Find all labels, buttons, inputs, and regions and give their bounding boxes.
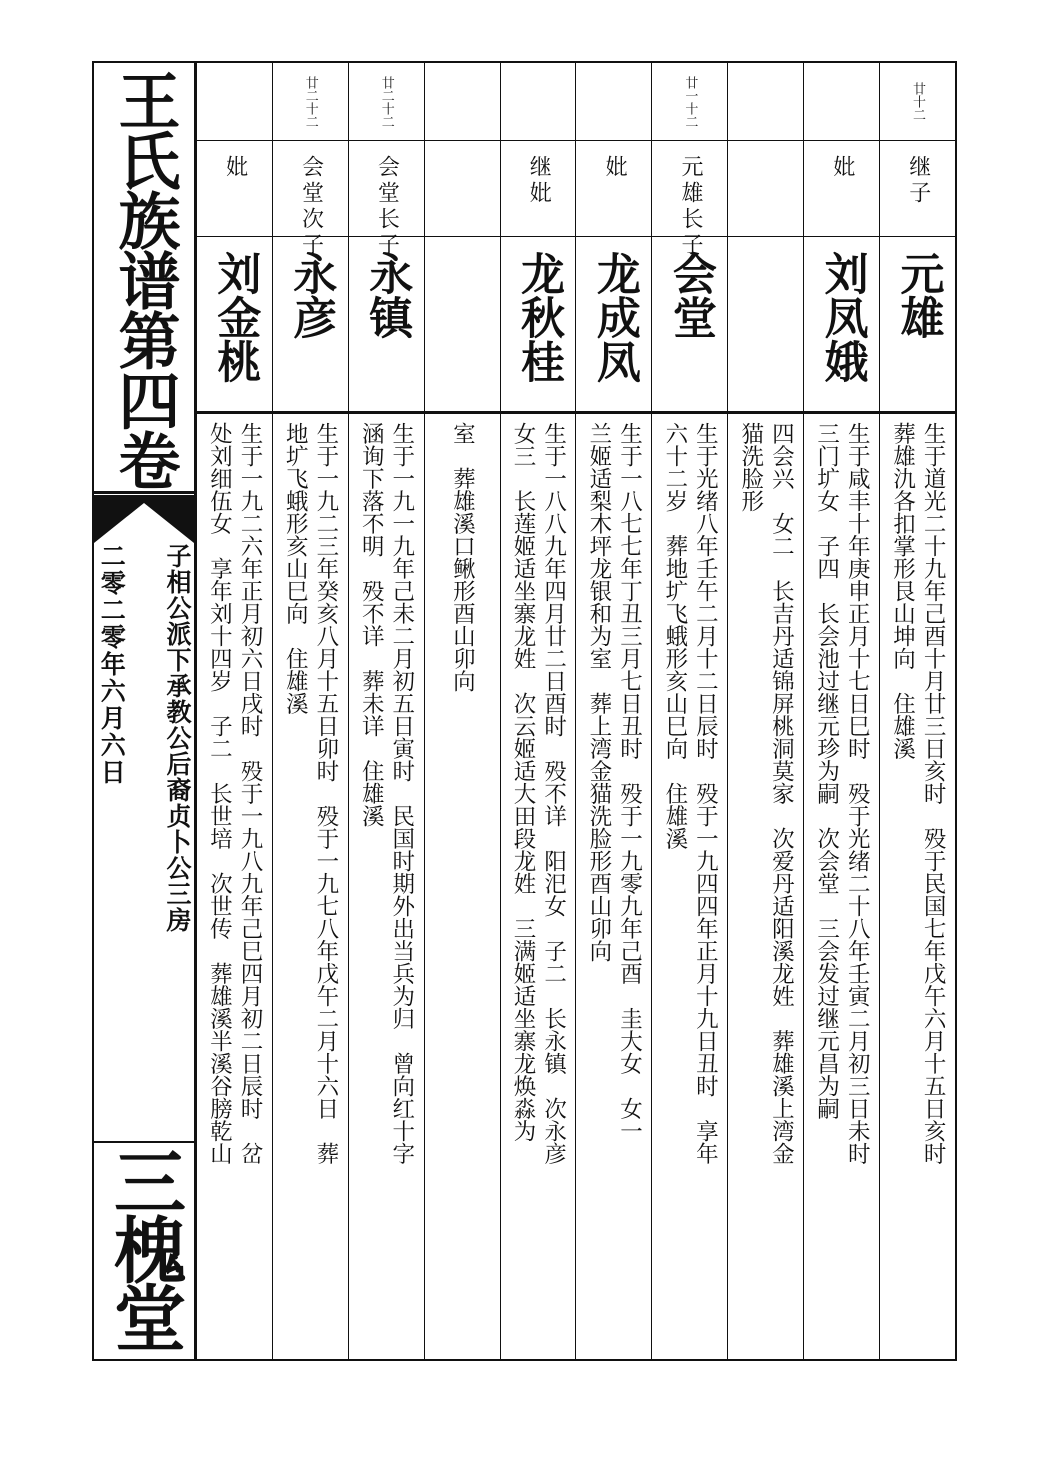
relation-cell (273, 141, 348, 259)
generation-label: 廿十二 (910, 82, 926, 121)
biography-text: 生于一八八九年四月廿二日酉时 殁不详 阳汜女 子二 长永镇 次永彦 女三 长莲姬适坐寨龙姓 次云姬适大田段龙姓 三满姬适坐寨龙焕淼为 (510, 422, 567, 1165)
relation-cell (501, 141, 576, 237)
biography-text: 生于一九二六年正月初六日戌时 殁于一九八九年己巳四月初二日辰时 岔 处刘细伍女 享年刘十四岁 子二 长世培 次世传 葬雄溪半溪谷膀乾山 (206, 422, 263, 1165)
relation-label: 妣 (222, 155, 248, 181)
relation-label: 会堂长子 (374, 155, 400, 259)
relation-label: 元雄长子 (678, 155, 704, 259)
genealogy-page-frame (92, 61, 957, 1361)
biography-cell (880, 412, 955, 1359)
book-title (94, 69, 194, 489)
relation-cell (197, 141, 272, 237)
person-name: 永镇 (361, 251, 413, 339)
biography-cell (349, 412, 424, 1359)
book-title-text: 王氏族谱第四卷 (108, 69, 181, 489)
hall-name-text: 三槐堂 (102, 1145, 187, 1349)
biography-text: 生于光绪八年壬午二月十二日辰时 殁于一九四四年正月十九日丑时 享年 六十二岁 葬地圹飞蛾形亥山巳向 住雄溪 (661, 422, 719, 1165)
relation-cell (425, 141, 500, 237)
name-cell (880, 237, 955, 412)
name-cell (804, 237, 879, 412)
name-cell (728, 237, 803, 412)
generation-cell (804, 63, 879, 141)
generation-label: 廿二十二 (378, 75, 394, 128)
person-name: 龙成凤 (588, 251, 640, 383)
generation-cell (197, 63, 272, 141)
generation-cell (652, 63, 727, 141)
biography-cell (425, 412, 500, 1359)
biography-cell (576, 412, 651, 1359)
person-name: 会堂 (664, 251, 716, 339)
record-column (272, 63, 348, 1359)
biography-text: 生于一九二三年癸亥八月十五日卯时 殁于一九七八年戊午二月十六日 葬 地圹飞蛾形亥山巳向 住雄溪 (282, 422, 339, 1165)
relation-label: 会堂次子 (298, 155, 324, 259)
divider (94, 1141, 194, 1143)
subtitle-block (98, 543, 190, 1143)
divider (196, 412, 955, 414)
record-column (879, 63, 955, 1359)
name-cell (652, 237, 727, 412)
relation-label: 妣 (602, 155, 628, 181)
person-name: 龙秋桂 (513, 251, 565, 383)
biography-cell (273, 412, 348, 1359)
generation-cell (425, 63, 500, 141)
person-name: 元雄 (892, 251, 944, 339)
biography-text: 四会兴 女二 长吉丹适锦屏桃洞莫家 次爱丹适阳溪龙姓 葬雄溪上湾金 猫洗脸形 (737, 422, 795, 1165)
biography-cell (501, 412, 576, 1359)
relation-cell (728, 141, 803, 237)
branch-subtitle: 子相公派下承教公后裔贞卜公三房 (163, 543, 192, 933)
relation-cell (880, 141, 955, 237)
record-column (196, 63, 272, 1359)
relation-cell (349, 141, 424, 259)
relation-label: 继子 (905, 155, 931, 207)
record-column (424, 63, 500, 1359)
biography-text: 生于一八七七年丁丑三月七日丑时 殁于一九零九年己酉 圭大女 女一 兰姬适梨木坪龙银和为室 葬上湾金猫洗脸形酉山卯向 (585, 422, 643, 1142)
name-cell (425, 237, 500, 412)
name-cell (197, 237, 272, 412)
record-column (651, 63, 727, 1359)
biography-cell (804, 412, 879, 1359)
title-panel (94, 63, 196, 1359)
hall-name (94, 1145, 194, 1355)
generation-cell (273, 63, 348, 141)
generation-cell (501, 63, 576, 141)
biography-text: 生于道光二十九年己酉十月廿三日亥时 殁于民国七年戊午六月十五日亥时 葬雄氿各扣掌形艮山坤向 住雄溪 (889, 422, 947, 1165)
biography-text: 室 葬雄溪口鳅形酉山卯向 (449, 422, 476, 692)
biography-text: 生于一九一九年己未二月初五日寅时 民国时期外出当兵为归 曾向红十字 涵询下落不明 殁不详 葬未详 住雄溪 (358, 422, 415, 1165)
person-name: 永彦 (285, 251, 337, 339)
generation-cell (880, 63, 955, 141)
relation-cell (804, 141, 879, 237)
biography-cell (652, 412, 727, 1359)
relation-cell (576, 141, 651, 237)
generation-label: 廿二十二 (302, 75, 318, 128)
person-name: 刘凤娥 (816, 251, 868, 383)
name-cell (273, 237, 348, 412)
name-cell (576, 237, 651, 412)
biography-text: 生于咸丰十年庚申正月十七日巳时 殁于光绪二十八年壬寅二月初三日未时 三门圹女 子四 长会池过继元珍为嗣 次会堂 三会发过继元昌为嗣 (813, 422, 871, 1165)
generation-label: 廿一十二 (682, 75, 698, 128)
relation-label: 继妣 (526, 155, 552, 207)
record-column (348, 63, 424, 1359)
name-cell (349, 237, 424, 412)
name-cell (501, 237, 576, 412)
record-column (727, 63, 803, 1359)
relation-cell (652, 141, 727, 259)
compile-date: 二零二零年六月六日 (97, 543, 127, 786)
record-column (803, 63, 879, 1359)
generation-cell (728, 63, 803, 141)
divider (94, 491, 194, 494)
relation-label: 妣 (829, 155, 855, 181)
record-columns (196, 63, 955, 1359)
biography-cell (197, 412, 272, 1359)
person-name: 刘金桃 (209, 251, 261, 383)
biography-cell (728, 412, 803, 1359)
generation-cell (576, 63, 651, 141)
generation-cell (349, 63, 424, 141)
record-column (500, 63, 576, 1359)
record-column (575, 63, 651, 1359)
